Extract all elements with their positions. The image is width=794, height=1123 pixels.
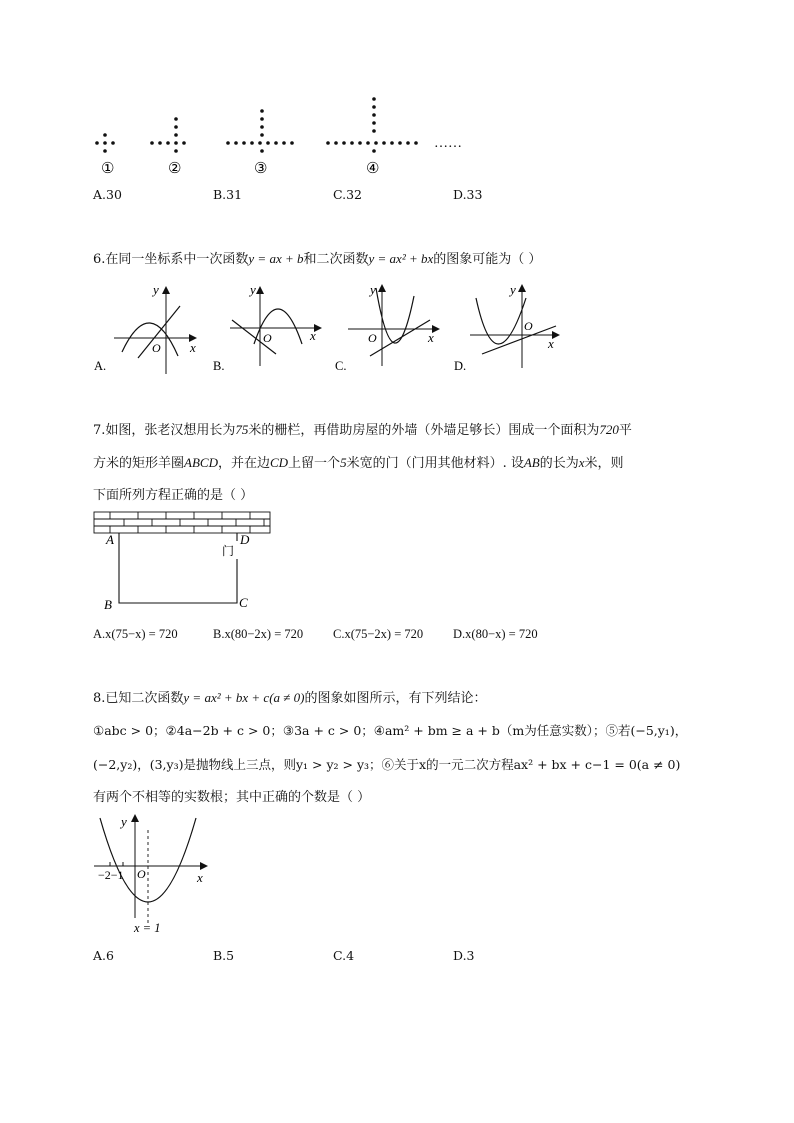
vertex-a-label: A	[106, 532, 114, 547]
q8-line-2: ①abc > 0；②4a−2b + c > 0；③3a + c > 0；④am² + bm ≥ a + b（m为任意实数）；⑤若(−5,y₁)，	[93, 723, 688, 738]
q7-text: 米的栅栏，再借助房屋的外墙（外墙足够长）围成一个面积为	[248, 423, 600, 438]
q8-option-d[interactable]: D.3	[453, 948, 475, 963]
q5-option-c[interactable]: C.32	[333, 187, 362, 202]
q7-text: 7.如图，张老汉想用长为	[93, 423, 236, 438]
q6-option-a[interactable]: A.	[94, 359, 107, 373]
figure-label-1: ①	[101, 161, 115, 177]
q8-parabola-graph	[90, 812, 220, 936]
graph-d-origin-label: O	[524, 319, 533, 333]
graph-b-y-label: y	[250, 282, 256, 297]
q7-abcd: ABCD	[184, 455, 218, 470]
q7-line-1	[93, 420, 632, 441]
q7-line-2	[93, 453, 624, 474]
q7-option-c[interactable]: C.x(75−2x) = 720	[333, 627, 424, 641]
figure-label-3: ③	[254, 161, 268, 177]
q5-option-b[interactable]: B.31	[213, 187, 243, 202]
q8-option-b[interactable]: B.5	[213, 948, 235, 963]
q5-option-d[interactable]: D.33	[453, 187, 483, 202]
figure-label-4: ④	[366, 161, 380, 177]
q8-axis-of-symmetry-label: x = 1	[134, 921, 161, 935]
q7-number-5: 5	[340, 455, 347, 470]
q7-text: 方米的矩形羊圈	[93, 456, 185, 471]
vertex-c-label: C	[239, 595, 248, 610]
q7-option-a[interactable]: A.x(75−x) = 720	[93, 627, 178, 641]
q6-option-d[interactable]: D.	[454, 359, 467, 373]
q8-origin-label: O	[137, 867, 146, 881]
q6-option-b[interactable]: B.	[213, 359, 225, 373]
q6-graph-c	[330, 282, 445, 377]
q6-text-suffix: 的图象可能为（ ）	[433, 252, 542, 267]
ellipsis: ……	[434, 136, 462, 151]
graph-d-x-label: x	[548, 336, 554, 351]
q8-line-1	[93, 688, 487, 709]
q6-option-c[interactable]: C.	[335, 359, 347, 373]
q8-line-4: 有两个不相等的实数根；其中正确的个数是（ ）	[93, 790, 371, 805]
q8-option-a[interactable]: A.6	[93, 948, 114, 963]
q7-number-75: 75	[235, 422, 249, 437]
vertex-b-label: B	[104, 597, 112, 612]
dot-pattern-figure	[88, 92, 478, 184]
q7-text: 平	[618, 423, 632, 438]
q8-option-c[interactable]: C.4	[333, 948, 355, 963]
q6-question	[93, 249, 541, 270]
q7-text: 米宽的门（门用其他材料）. 设	[346, 456, 524, 471]
q8-x-label: x	[197, 870, 203, 885]
q7-number-720: 720	[599, 422, 619, 437]
q6-text-mid: 和二次函数	[303, 252, 369, 267]
graph-d-y-label: y	[510, 282, 516, 297]
q7-pen-diagram	[92, 509, 282, 615]
q8-equation: y = ax² + bx + c(a ≠ 0)	[183, 690, 305, 705]
q7-text: 米，则	[584, 456, 624, 471]
graph-c-y-label: y	[370, 282, 376, 297]
graph-b-x-label: x	[310, 328, 316, 343]
graph-b-origin-label: O	[263, 331, 272, 345]
q7-line-3: 下面所列方程正确的是（ ）	[93, 488, 254, 503]
q7-ab: AB	[523, 455, 540, 470]
q7-text: ，并在边	[217, 456, 270, 471]
q7-option-d[interactable]: D.x(80−x) = 720	[453, 627, 538, 641]
q7-text: 上留一个	[288, 456, 341, 471]
q8-line-3: (−2,y₂)，(3,y₃)是抛物线上三点，则y₁ > y₂ > y₃；⑥关于x的一元二次方程ax² + bx + c−1 = 0(a ≠ 0)	[93, 757, 681, 772]
q7-text: 的长为	[539, 456, 579, 471]
graph-a-x-label: x	[190, 340, 196, 355]
graph-c-x-label: x	[428, 330, 434, 345]
graph-a-y-label: y	[153, 282, 159, 297]
q8-tick-labels: −2−1	[98, 868, 124, 882]
q8-y-label: y	[121, 814, 127, 829]
q6-graph-d	[452, 282, 567, 377]
q7-cd: CD	[269, 455, 289, 470]
q8-text: 的图象如图所示，有下列结论：	[304, 691, 487, 706]
q8-text: 8.已知二次函数	[93, 691, 184, 706]
q6-graph-a	[92, 282, 207, 377]
q6-eq-quadratic: y = ax² + bx	[368, 251, 434, 266]
q5-option-a[interactable]: A.30	[93, 187, 122, 202]
vertex-d-label: D	[240, 532, 250, 547]
graph-c-origin-label: O	[368, 331, 377, 345]
q6-graph-b	[210, 282, 325, 377]
graph-a-origin-label: O	[152, 341, 161, 355]
door-label: 门	[222, 544, 235, 558]
q7-x: x	[578, 455, 585, 470]
q6-text-prefix: 6.在同一坐标系中一次函数	[93, 252, 249, 267]
q7-option-b[interactable]: B.x(80−2x) = 720	[213, 627, 304, 641]
q6-eq-linear: y = ax + b	[248, 251, 304, 266]
figure-label-2: ②	[168, 161, 182, 177]
